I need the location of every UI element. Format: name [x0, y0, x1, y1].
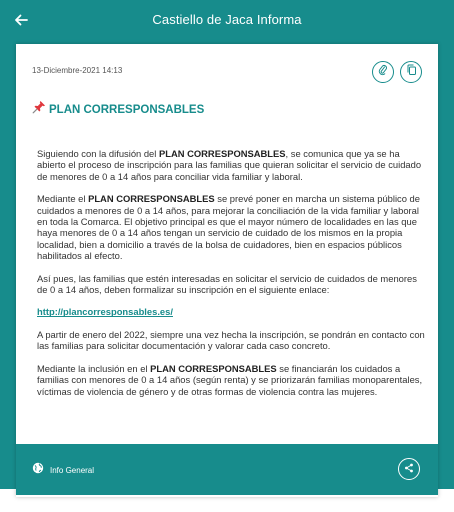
- info-general-label: Info General: [50, 465, 95, 475]
- bottom-bar: [16, 444, 438, 495]
- globe-icon: [32, 461, 44, 479]
- post-body: [37, 148, 427, 443]
- info-general-button[interactable]: [32, 461, 94, 479]
- paragraph-2: Mediante el PLAN CORRESPONSABLES se prevé poner en marcha un sistema público de cuidados a menores de 0 a 14 años, para mejorar la conciliación de la vida familiar y laboral en toda la Comarca. El objetivo principal es que el mayor número de localidades en las que haya menores de 0 a 14 años tengan un servicio de cuidado de los mismos en la propia localidad, bien a domicilio a través de la bolsa de cuidadores, bien en espacios públicos habilitados al efecto.: [37, 193, 420, 262]
- post-title-row: [32, 100, 204, 119]
- paragraph-5: Mediante la inclusión en el PLAN CORRESPONSABLES se financiarán los cuidados a familias con menores de 0 a 14 años (según renta) y se priorizarán familias monoparentales, víctimas de violencia de género y de otras formas de violencia contra las mujeres.: [37, 362, 423, 397]
- page-title: Castiello de Jaca Informa: [152, 12, 302, 27]
- attachment-button[interactable]: [372, 61, 394, 83]
- paperclip-icon: [378, 63, 388, 81]
- post-card: [16, 44, 438, 497]
- paragraph-1: Siguiendo con la difusión del PLAN CORRESPONSABLES, se comunica que ya se ha abierto el proceso de inscripción para las familias que quieran solicitar el servicio de cuidado de menores de 0 a 14 años para conciliar vida familiar y laboral.: [37, 148, 422, 182]
- app-header: [0, 0, 454, 44]
- paragraph-link: [37, 306, 427, 317]
- post-date: 13-Diciembre-2021 14:13: [32, 66, 123, 75]
- share-icon: [404, 460, 414, 478]
- paragraph-4: A partir de enero del 2022, siempre una vez hecha la inscripción, se pondrán en contacto con las familias para solicitar documentación y valorar cada caso concreto.: [37, 328, 425, 352]
- copy-icon: [406, 63, 417, 81]
- post-title: PLAN CORRESPONSABLES: [49, 103, 205, 116]
- share-button[interactable]: [398, 458, 420, 480]
- paragraph-3: Así pues, las familias que estén interesadas en solicitar el servicio de cuidados de menores de 0 a 14 años, deben formalizar su inscripción en el siguiente enlace:: [37, 272, 417, 296]
- plan-link[interactable]: http://plancorresponsables.es/: [37, 306, 173, 318]
- pushpin-icon: [32, 100, 46, 119]
- copy-button[interactable]: [400, 61, 422, 83]
